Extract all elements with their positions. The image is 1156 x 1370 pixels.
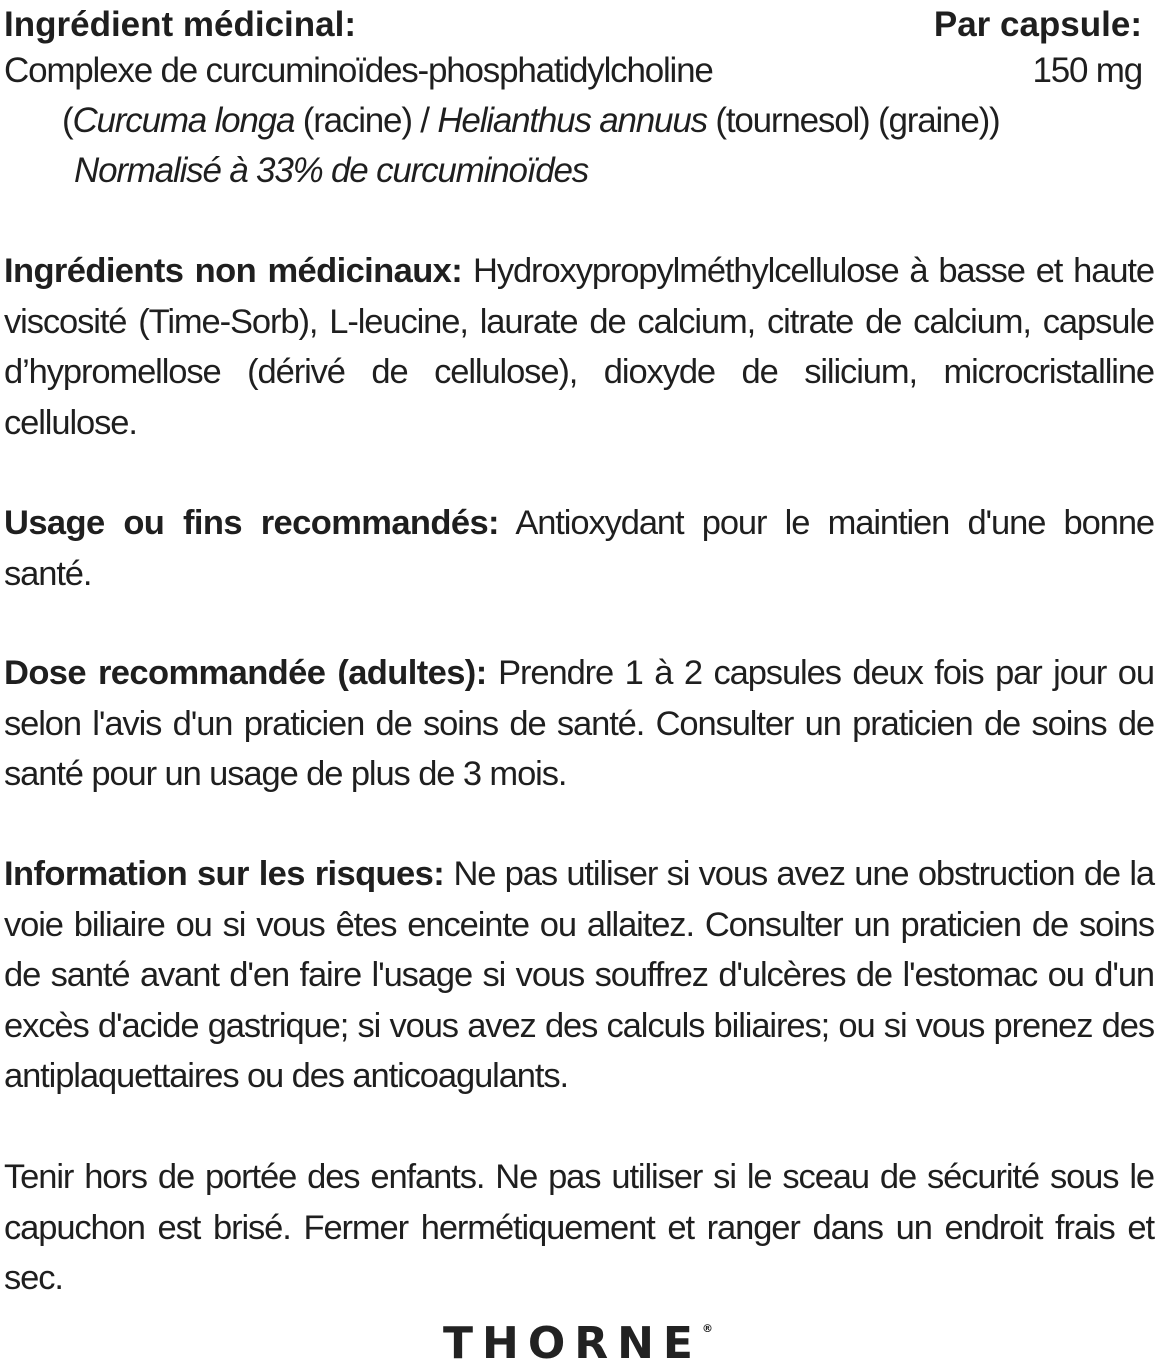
risk-information bbox=[4, 849, 1154, 1102]
latin-name-curcuma: Curcuma longa bbox=[72, 101, 295, 140]
brand-logo bbox=[0, 1318, 1156, 1369]
risk-information-text: Ne pas utiliser si vous avez une obstruction de la voie biliaire ou si vous êtes enceinte ou allaitez. Consulter un praticien de soins de santé avant d'en faire l'usage si vous souffrez d'ulcères de l'estomac ou d'un excès d'acide gastrique; si vous avez des calculs biliaires; ou si vous prenez des antiplaquettaires ou des anticoagulants. bbox=[4, 855, 1155, 1095]
non-medicinal-label: Ingrédients non médicinaux: bbox=[4, 252, 463, 290]
recommended-dose-label: Dose recommandée (adultes): bbox=[4, 654, 487, 692]
latin-name-helianthus: Helianthus annuus bbox=[437, 101, 707, 140]
ingredient-standardization: Normalisé à 33% de curcuminoïdes bbox=[74, 151, 589, 190]
storage-warning-text: Tenir hors de portée des enfants. Ne pas utiliser si le sceau de sécurité sous le capuchon est brisé. Fermer hermétiquement et ranger dans un endroit frais et sec. bbox=[4, 1158, 1154, 1297]
risk-information-label: Information sur les risques: bbox=[4, 855, 445, 893]
per-capsule-heading: Par capsule: bbox=[933, 5, 1142, 44]
recommended-use-label: Usage ou fins recommandés: bbox=[4, 504, 499, 542]
storage-warning bbox=[4, 1152, 1154, 1304]
supplement-facts-header bbox=[4, 0, 1152, 50]
recommended-use-text: Antioxydant pour le maintien d'une bonne santé. bbox=[4, 504, 1154, 593]
recommended-dose bbox=[4, 648, 1154, 800]
registered-mark: ® bbox=[702, 1322, 713, 1335]
ingredient-row bbox=[4, 46, 1152, 96]
brand-name: THORNE bbox=[442, 1318, 702, 1369]
ingredient-name: Complexe de curcuminoïdes-phosphatidylcholine bbox=[4, 51, 713, 90]
non-medicinal-text: Hydroxypropylméthylcellulose à basse et haute viscosité (Time-Sorb), L-leucine, laurate de calcium, citrate de calcium, capsule d’hypromellose (dérivé de cellulose), dioxyde de silicium, microcristalline cellulose. bbox=[4, 252, 1154, 442]
recommended-dose-text: Prendre 1 à 2 capsules deux fois par jour ou selon l'avis d'un praticien de soins de santé. Consulter un praticien de soins de santé pour un usage de plus de 3 mois. bbox=[4, 654, 1154, 793]
non-medicinal-ingredients bbox=[4, 246, 1154, 448]
ingredient-source: (Curcuma longa (racine) / Helianthus annuus (tournesol) (graine)) bbox=[62, 101, 1000, 140]
medicinal-ingredient-heading: Ingrédient médicinal: bbox=[4, 5, 356, 44]
ingredient-amount: 150 mg bbox=[1032, 51, 1142, 90]
recommended-use bbox=[4, 498, 1154, 599]
